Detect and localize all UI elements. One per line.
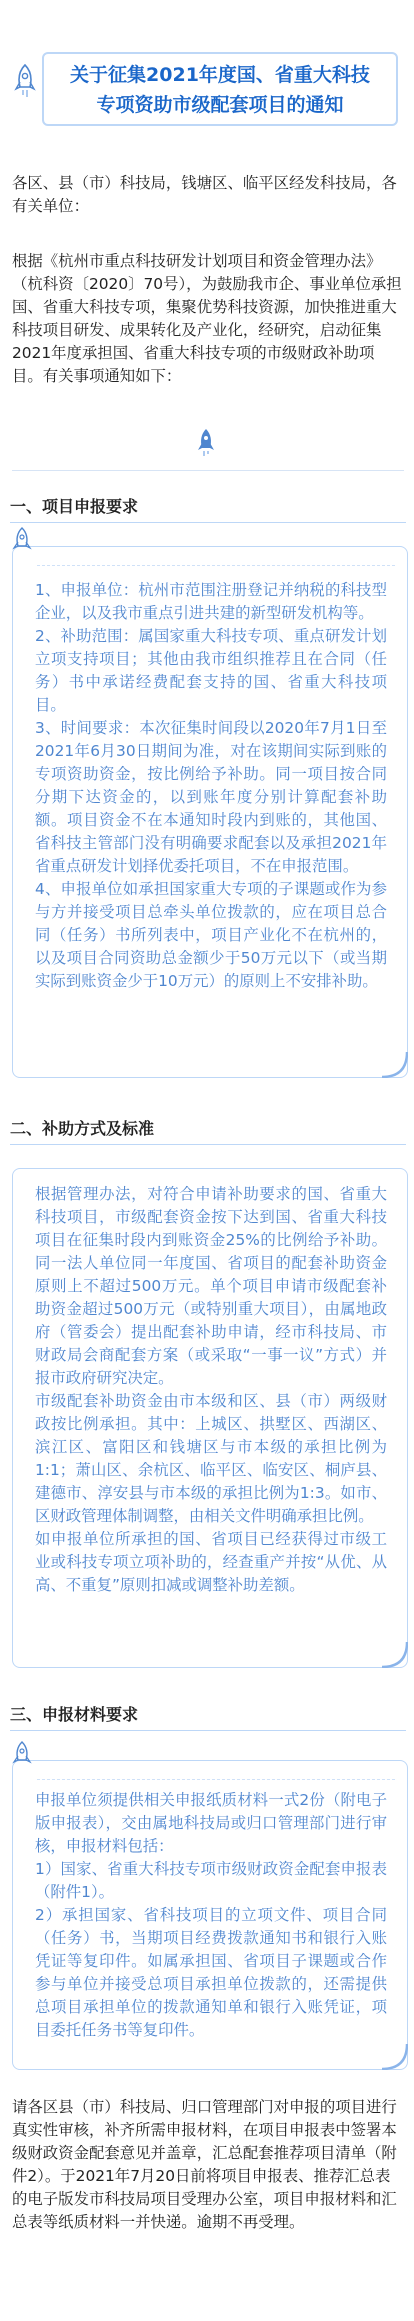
card-body <box>35 1183 387 1597</box>
card-dashed-line <box>37 1779 395 1780</box>
paragraph: 2）承担国家、省科技项目的立项文件、项目合同（任务）书，当期项目经费拨款通知书和银行入账凭证等复印件。如属承担国、省项目子课题或合作参与单位并接受总项目承担单位拨款的，还需提供总项目承担单位的拨款通知单和银行入账凭证，项目委托任务书等复印件。 <box>35 1906 387 2039</box>
paragraph: 如申报单位所承担的国、省项目已经获得过市级工业或科技专项立项补助的，经查重产并按“从优、从高、不重复”原则扣减或调整补助差额。 <box>35 1530 387 1594</box>
section-title-3: 三、申报材料要求 <box>10 1705 139 1724</box>
paragraph: 根据管理办法，对符合申请补助要求的国、省重大科技项目，市级配套资金按下达到国、省重大科技项目在征集时段内到账资金25%的比例给予补助。同一法人单位同一年度国、省项目的配套补助资金原则上不超过500万元。单个项目申请市级配套补助资金超过500万元（或特别重大项目），由属地政府（管委会）提出配套补助申请，经市科技局、市财政局会商配套方案（或采取“一事一议”方式）并报市政府研究决定。 <box>35 1185 387 1387</box>
header <box>0 0 414 152</box>
materials-card <box>12 1760 408 2070</box>
notice-title <box>42 52 398 126</box>
rocket-icon <box>197 428 215 458</box>
paragraph: 3、时间要求：本次征集时间段以2020年7月1日至2021年6月30日期间为准，对在该期间实际到账的专项资助资金，按比例给予补助。同一项目按合同分期下达资金的，以到账年度分别计算配套补助额。项目资金不在本通知时段内到账的，其他国、省科技主管部门没有明确要求配套以及承担2021年省重点研发计划择优委托项目，不在申报范围。 <box>35 719 387 875</box>
paragraph: 1）国家、省重大科技专项市级财政资金配套申报表（附件1）。 <box>35 1860 387 1901</box>
requirements-card <box>12 546 408 1078</box>
addressee-text: 各区、县（市）科技局，钱塘区、临平区经发科技局，各有关单位： <box>12 174 397 215</box>
rocket-icon <box>11 1741 33 1769</box>
title-line-2: 专项资助市级配套项目的通知 <box>96 94 344 116</box>
corner-decoration-icon <box>378 2040 408 2070</box>
rocket-icon <box>11 527 33 555</box>
subsidy-card <box>12 1168 408 1668</box>
section-divider <box>10 1730 406 1731</box>
card-dashed-line <box>37 565 395 566</box>
section-divider <box>10 522 406 523</box>
closing-paragraph: 请各区县（市）科技局、归口管理部门对申报的项目进行真实性审核，补齐所需申报材料，在项目申报表中签署本级财政资金配套意见并盖章，汇总配套推荐项目清单（附件2）。于2021年7月20日前将项目申报表、推荐汇总表的电子版发市科技局项目受理办公室，项目申报材料和汇总表等纸质材料一并快递。逾期不再受理。 <box>12 2098 397 2231</box>
paragraph: 2、补助范围：属国家重大科技专项、重点研发计划立项支持项目；其他由我市组织推荐且在合同（任务）书中承诺经费配套支持的国、省重大科技项目。 <box>35 627 387 714</box>
card-body <box>35 1789 387 2042</box>
divider <box>12 470 404 471</box>
paragraph: 1、申报单位：杭州市范围注册登记并纳税的科技型企业，以及我市重点引进共建的新型研发机构等。 <box>35 581 387 622</box>
rocket-icon <box>14 64 36 98</box>
corner-decoration-icon <box>378 1048 408 1078</box>
intro-paragraph: 根据《杭州市重点科技研发计划项目和资金管理办法》（杭科资〔2020〕70号），为鼓励我市企、事业单位承担国、省重大科技专项，集聚优势科技资源，加快推进重大科技项目研发、成果转化及产业化，经研究，启动征集2021年度承担国、省重大科技专项的市级财政补助项目。有关事项通知如下： <box>12 252 402 385</box>
section-title-2: 二、补助方式及标准 <box>10 1119 155 1138</box>
paragraph: 申报单位须提供相关申报纸质材料一式2份（附电子版申报表），交由属地科技局或归口管理部门进行审核，申报材料包括： <box>35 1791 387 1855</box>
corner-decoration-icon <box>378 1638 408 1668</box>
paragraph: 市级配套补助资金由市本级和区、县（市）两级财政按比例承担。其中：上城区、拱墅区、西湖区、滨江区、富阳区和钱塘区与市本级的承担比例为1:1；萧山区、余杭区、临平区、临安区、桐庐县、建德市、淳安县与市本级的承担比例为1:3。如市、区财政管理体制调整，由相关文件明确承担比例。 <box>35 1392 387 1525</box>
card-body <box>35 579 387 993</box>
paragraph: 4、申报单位如承担国家重大专项的子课题或作为参与方并接受项目总牵头单位拨款的，应在项目总合同（任务）书所列表中，项目产业化不在杭州的，以及项目合同资助总金额少于50万元以下（或当期实际到账资金少于10万元）的原则上不安排补助。 <box>35 880 387 990</box>
section-title-1: 一、项目申报要求 <box>10 497 139 516</box>
section-divider <box>10 1144 406 1145</box>
title-line-1: 关于征集2021年度国、省重大科技 <box>70 64 370 86</box>
